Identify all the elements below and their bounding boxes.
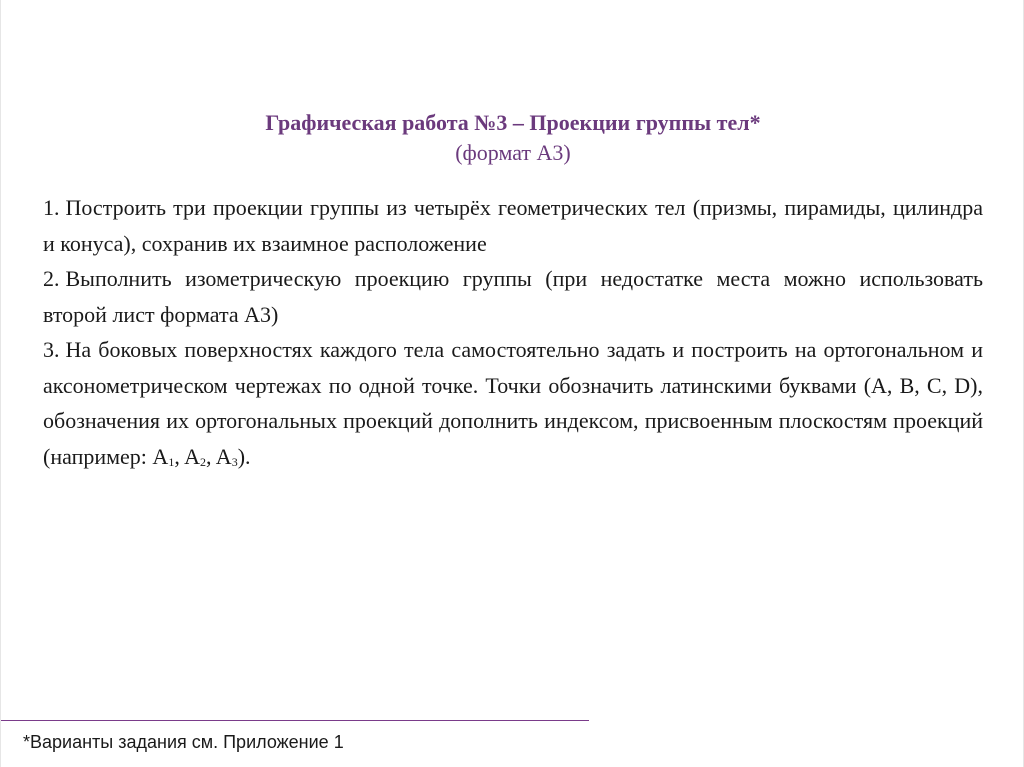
subscript: 2 xyxy=(200,454,206,469)
item-text-part: ). xyxy=(237,443,251,469)
item-text-part: , A xyxy=(206,443,232,469)
footnote-divider xyxy=(1,720,589,721)
subscript: 1 xyxy=(168,454,175,469)
task-list xyxy=(43,190,983,480)
item-number: 1. xyxy=(43,195,60,220)
list-item xyxy=(43,190,983,261)
footnote: *Варианты задания см. Приложение 1 xyxy=(23,732,344,752)
item-text: На боковых поверхностях каждого тела самостоятельно задать и построить на ортогональном и аксонометрическом чертежах по одной точке. Точки обозначить латинскими буквами (A, B, C, D), обозначения их ортогональных проекций дополнить индексом, присвоенным плоскостям проекций (например: A xyxy=(43,337,983,469)
title-block xyxy=(1,108,1024,168)
item-number: 3. xyxy=(43,337,60,362)
list-item xyxy=(43,332,983,480)
item-number: 2. xyxy=(43,266,60,291)
page-title: Графическая работа №3 – Проекции группы тел* xyxy=(265,110,761,135)
item-text: Выполнить изометрическую проекцию группы (при недостатке места можно использовать второй лист формата А3) xyxy=(43,266,983,327)
item-text: Построить три проекции группы из четырёх геометрических тел (призмы, пирамиды, цилиндра и конуса), сохранив их взаимное расположение xyxy=(43,195,983,256)
list-item xyxy=(43,261,983,332)
item-text-part: , A xyxy=(174,443,200,469)
subscript: 3 xyxy=(231,454,238,469)
page-subtitle: (формат А3) xyxy=(455,140,571,165)
